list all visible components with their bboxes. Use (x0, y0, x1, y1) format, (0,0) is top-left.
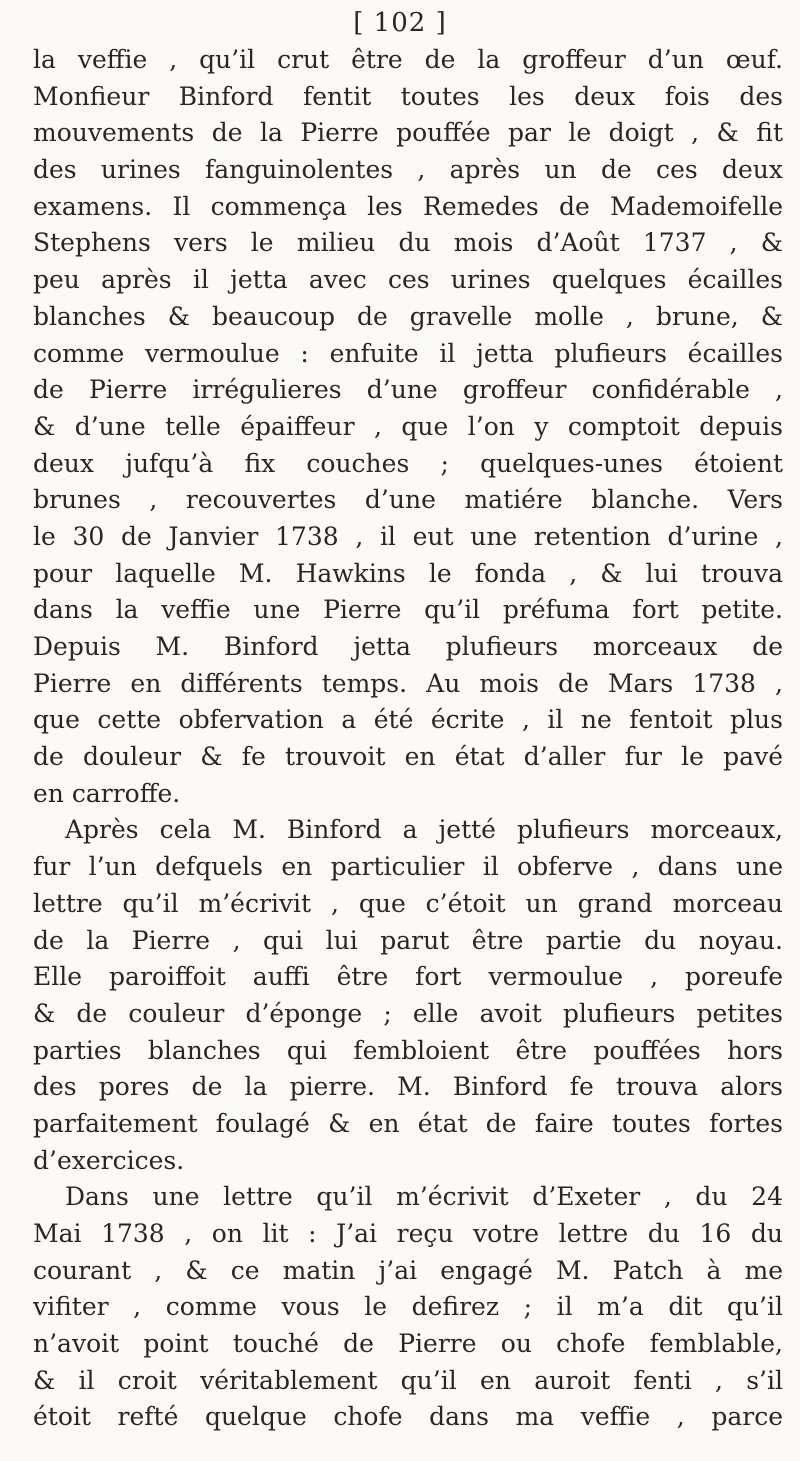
text-line: des urines fanguinolentes , après un de ces deux (33, 155, 783, 185)
text-line: en carroffe. (33, 778, 181, 808)
text-line: deux jufqu’à fix couches ; quelques-unes étoient (33, 448, 783, 478)
text-line: des pores de la pierre. M. Binford fe trouva alors (33, 1072, 783, 1102)
text-line: Pierre en différents temps. Au mois de Mars 1738 , (33, 668, 783, 698)
text-line: & il croit véritablement qu’il en auroit fenti , s’il (33, 1365, 783, 1395)
text-line: Elle paroiffoit auffi être fort vermoulue , poreufe (33, 962, 783, 992)
text-line: Stephens vers le milieu du mois d’Août 1737 , & (33, 228, 783, 258)
paragraph-start-line: Après cela M. Binford a jetté plufieurs morceaux, (65, 815, 783, 845)
text-line: peu après il jetta avec ces urines quelques écailles (33, 265, 783, 295)
text-line: la veffie , qu’il crut être de la groffeur d’un œuf. (33, 45, 783, 74)
text-line: & d’une telle épaiffeur , que l’on y comptoit depuis (33, 411, 783, 441)
text-line: blanches & beaucoup de gravelle molle , brune, & (33, 301, 783, 331)
body-text (33, 42, 783, 1436)
text-line: vifiter , comme vous le defirez ; il m’a dit qu’il (33, 1292, 783, 1322)
text-line: dans la veffie une Pierre qu’il préfuma fort petite. (33, 595, 783, 625)
text-line: que cette obfervation a été écrite , il ne fentoit plus (33, 705, 783, 735)
text-line: n’avoit point touché de Pierre ou chofe femblable, (33, 1329, 783, 1359)
text-line: d’exercices. (33, 1145, 185, 1175)
text-line: parties blanches qui fembloient être pouffées hors (33, 1035, 783, 1065)
text-line: Depuis M. Binford jetta plufieurs morceaux de (33, 632, 783, 661)
text-line: pour laquelle M. Hawkins le fonda , & lui trouva (33, 558, 783, 588)
text-line: comme vermoulue : enfuite il jetta plufieurs écailles (33, 338, 783, 368)
text-line: le 30 de Janvier 1738 , il eut une retention d’urine , (33, 521, 783, 551)
text-line: & de couleur d’éponge ; elle avoit plufieurs petites (33, 998, 783, 1028)
text-line: Mai 1738 , on lit : J’ai reçu votre lettre du 16 du (33, 1219, 783, 1248)
text-line: de la Pierre , qui lui parut être partie du noyau. (33, 925, 783, 955)
text-line: examens. Il commença les Remedes de Mademoifelle (33, 191, 783, 221)
text-line: mouvements de la Pierre pouffée par le doigt , & fit (33, 118, 783, 148)
paragraph-start-line: Dans une lettre qu’il m’écrivit d’Exeter , du 24 (65, 1182, 783, 1212)
text-line: brunes , recouvertes d’une matiére blanche. Vers (33, 485, 783, 515)
text-line: lettre qu’il m’écrivit , que c’étoit un grand morceau (33, 888, 783, 918)
text-line: de Pierre irrégulieres d’une groffeur confidérable , (33, 375, 783, 405)
text-line: de douleur & fe trouvoit en état d’aller fur le pavé (33, 742, 783, 772)
page-number: [ 102 ] (353, 8, 447, 38)
text-line: Monfieur Binford fentit toutes les deux fois des (33, 81, 783, 111)
text-line: fur l’un defquels en particulier il obferve , dans une (33, 852, 783, 882)
text-line: parfaitement foulagé & en état de faire toutes fortes (33, 1108, 783, 1138)
text-line: courant , & ce matin j’ai engagé M. Patch à me (33, 1255, 783, 1285)
text-line: étoit refté quelque chofe dans ma veffie , parce (33, 1402, 783, 1432)
